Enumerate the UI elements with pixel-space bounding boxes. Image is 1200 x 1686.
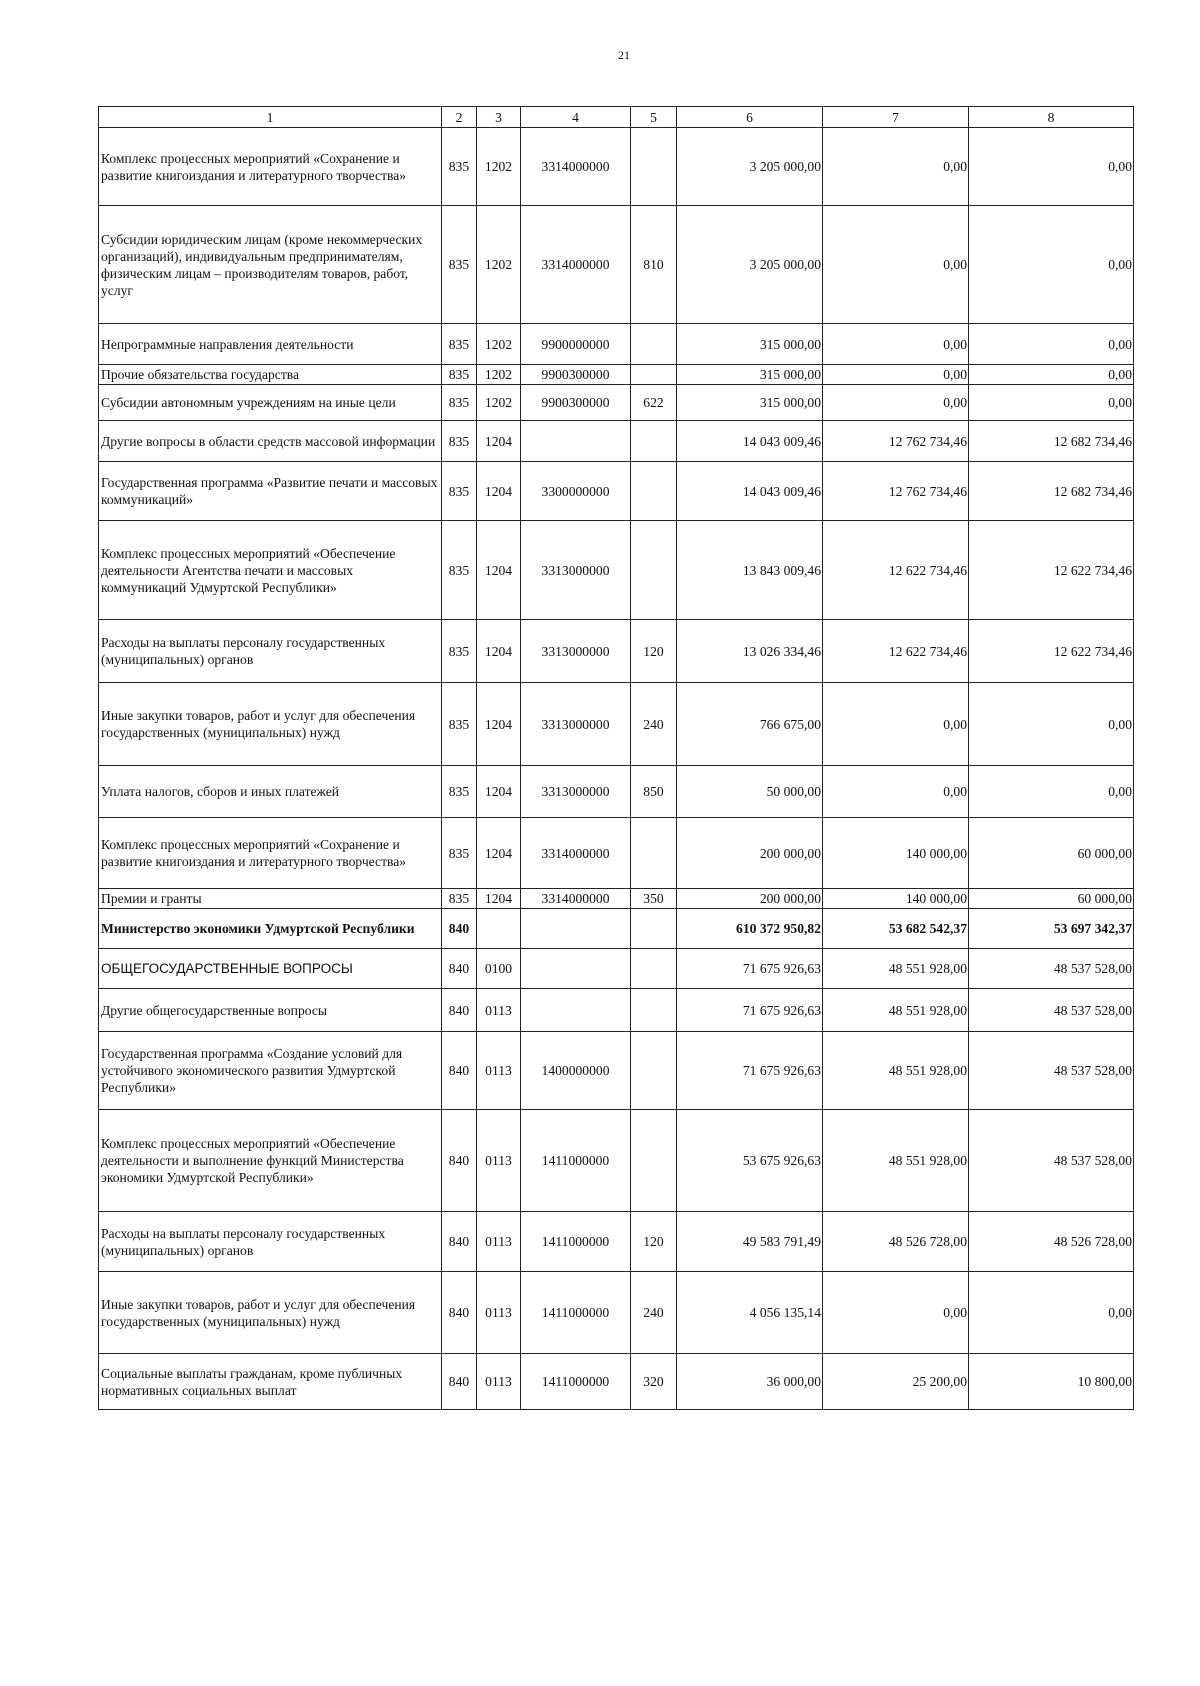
row-target-code: 3314000000 xyxy=(521,206,631,324)
row-amount-6: 49 583 791,49 xyxy=(677,1212,823,1272)
row-amount-6: 50 000,00 xyxy=(677,766,823,818)
row-expense-type xyxy=(631,521,677,620)
row-section-code: 1202 xyxy=(477,385,521,421)
page-number: 21 xyxy=(618,48,630,62)
table-row xyxy=(99,1032,1134,1110)
row-name: Расходы на выплаты персоналу государственных (муниципальных) органов xyxy=(99,620,442,683)
row-name: Комплекс процессных мероприятий «Сохранение и развитие книгоиздания и литературного творчества» xyxy=(99,128,442,206)
table-row xyxy=(99,620,1134,683)
row-target-code: 3313000000 xyxy=(521,683,631,766)
row-amount-6: 610 372 950,82 xyxy=(677,909,823,949)
row-amount-6: 14 043 009,46 xyxy=(677,462,823,521)
row-amount-8: 48 537 528,00 xyxy=(969,949,1134,989)
row-target-code: 3313000000 xyxy=(521,766,631,818)
row-amount-6: 71 675 926,63 xyxy=(677,989,823,1032)
row-target-code: 3314000000 xyxy=(521,818,631,889)
row-name: Министерство экономики Удмуртской Республики xyxy=(99,909,442,949)
table-row xyxy=(99,989,1134,1032)
row-expense-type: 320 xyxy=(631,1354,677,1410)
row-ministry-code: 835 xyxy=(442,365,477,385)
row-section-code: 0113 xyxy=(477,989,521,1032)
row-amount-7: 12 762 734,46 xyxy=(823,421,969,462)
table-row xyxy=(99,421,1134,462)
row-expense-type: 120 xyxy=(631,1212,677,1272)
table-row xyxy=(99,128,1134,206)
row-section-code: 0113 xyxy=(477,1272,521,1354)
row-section-code: 1204 xyxy=(477,889,521,909)
row-amount-7: 0,00 xyxy=(823,1272,969,1354)
row-ministry-code: 835 xyxy=(442,385,477,421)
row-name: Уплата налогов, сборов и иных платежей xyxy=(99,766,442,818)
row-section-code: 1202 xyxy=(477,324,521,365)
row-amount-8: 48 537 528,00 xyxy=(969,989,1134,1032)
row-section-code: 1204 xyxy=(477,683,521,766)
row-name: Иные закупки товаров, работ и услуг для обеспечения государственных (муниципальных) нужд xyxy=(99,683,442,766)
row-amount-8: 0,00 xyxy=(969,683,1134,766)
row-amount-7: 0,00 xyxy=(823,324,969,365)
table-row xyxy=(99,818,1134,889)
row-name: Государственная программа «Развитие печати и массовых коммуникаций» xyxy=(99,462,442,521)
row-amount-6: 315 000,00 xyxy=(677,365,823,385)
row-section-code: 1202 xyxy=(477,206,521,324)
row-ministry-code: 840 xyxy=(442,1354,477,1410)
header-col-6: 6 xyxy=(677,107,823,128)
row-expense-type: 810 xyxy=(631,206,677,324)
row-amount-6: 766 675,00 xyxy=(677,683,823,766)
row-amount-7: 140 000,00 xyxy=(823,889,969,909)
row-expense-type xyxy=(631,462,677,521)
table-row xyxy=(99,683,1134,766)
table-row xyxy=(99,206,1134,324)
row-amount-8: 0,00 xyxy=(969,385,1134,421)
row-amount-7: 0,00 xyxy=(823,365,969,385)
row-expense-type xyxy=(631,421,677,462)
table-row xyxy=(99,1110,1134,1212)
header-col-5: 5 xyxy=(631,107,677,128)
row-name: Другие общегосударственные вопросы xyxy=(99,989,442,1032)
row-expense-type xyxy=(631,128,677,206)
row-ministry-code: 835 xyxy=(442,324,477,365)
row-amount-6: 315 000,00 xyxy=(677,324,823,365)
row-name: Государственная программа «Создание условий для устойчивого экономического развития Удмуртской Республики» xyxy=(99,1032,442,1110)
row-amount-6: 14 043 009,46 xyxy=(677,421,823,462)
row-amount-7: 48 551 928,00 xyxy=(823,1032,969,1110)
row-amount-8: 60 000,00 xyxy=(969,889,1134,909)
row-name: Расходы на выплаты персоналу государственных (муниципальных) органов xyxy=(99,1212,442,1272)
row-amount-8: 12 622 734,46 xyxy=(969,521,1134,620)
row-target-code: 9900000000 xyxy=(521,324,631,365)
row-ministry-code: 840 xyxy=(442,989,477,1032)
row-target-code xyxy=(521,421,631,462)
row-expense-type xyxy=(631,1032,677,1110)
row-target-code xyxy=(521,989,631,1032)
row-target-code: 3314000000 xyxy=(521,128,631,206)
row-expense-type: 240 xyxy=(631,683,677,766)
row-section-code: 1204 xyxy=(477,620,521,683)
row-ministry-code: 840 xyxy=(442,909,477,949)
table-row xyxy=(99,949,1134,989)
row-amount-8: 0,00 xyxy=(969,324,1134,365)
table-row xyxy=(99,462,1134,521)
row-ministry-code: 840 xyxy=(442,949,477,989)
header-col-2: 2 xyxy=(442,107,477,128)
header-col-1: 1 xyxy=(99,107,442,128)
row-ministry-code: 835 xyxy=(442,620,477,683)
row-amount-8: 48 537 528,00 xyxy=(969,1032,1134,1110)
row-amount-8: 48 537 528,00 xyxy=(969,1110,1134,1212)
table-row xyxy=(99,909,1134,949)
row-amount-7: 12 622 734,46 xyxy=(823,521,969,620)
row-amount-7: 48 526 728,00 xyxy=(823,1212,969,1272)
row-target-code: 9900300000 xyxy=(521,385,631,421)
row-amount-8: 53 697 342,37 xyxy=(969,909,1134,949)
row-section-code: 1204 xyxy=(477,818,521,889)
header-col-4: 4 xyxy=(521,107,631,128)
row-target-code: 1411000000 xyxy=(521,1110,631,1212)
row-amount-8: 10 800,00 xyxy=(969,1354,1134,1410)
row-amount-6: 4 056 135,14 xyxy=(677,1272,823,1354)
row-ministry-code: 835 xyxy=(442,683,477,766)
row-amount-8: 0,00 xyxy=(969,365,1134,385)
row-expense-type xyxy=(631,365,677,385)
row-ministry-code: 840 xyxy=(442,1212,477,1272)
row-section-code: 0113 xyxy=(477,1032,521,1110)
row-amount-7: 48 551 928,00 xyxy=(823,1110,969,1212)
row-ministry-code: 835 xyxy=(442,128,477,206)
row-amount-6: 200 000,00 xyxy=(677,889,823,909)
row-target-code xyxy=(521,909,631,949)
row-expense-type xyxy=(631,1110,677,1212)
row-amount-7: 0,00 xyxy=(823,683,969,766)
row-expense-type xyxy=(631,989,677,1032)
row-target-code: 3314000000 xyxy=(521,889,631,909)
row-amount-7: 0,00 xyxy=(823,206,969,324)
row-name: Иные закупки товаров, работ и услуг для обеспечения государственных (муниципальных) нужд xyxy=(99,1272,442,1354)
row-section-code: 1202 xyxy=(477,128,521,206)
table-row xyxy=(99,1212,1134,1272)
row-amount-7: 53 682 542,37 xyxy=(823,909,969,949)
row-name: Комплекс процессных мероприятий «Обеспечение деятельности Агентства печати и массовых коммуникаций Удмуртской Республики» xyxy=(99,521,442,620)
row-amount-8: 0,00 xyxy=(969,128,1134,206)
row-section-code: 0113 xyxy=(477,1354,521,1410)
row-expense-type: 622 xyxy=(631,385,677,421)
row-ministry-code: 840 xyxy=(442,1272,477,1354)
row-amount-6: 13 026 334,46 xyxy=(677,620,823,683)
table-row xyxy=(99,889,1134,909)
row-ministry-code: 835 xyxy=(442,818,477,889)
row-amount-6: 36 000,00 xyxy=(677,1354,823,1410)
row-target-code: 9900300000 xyxy=(521,365,631,385)
row-expense-type: 350 xyxy=(631,889,677,909)
row-target-code: 1411000000 xyxy=(521,1212,631,1272)
row-name: Премии и гранты xyxy=(99,889,442,909)
row-amount-6: 13 843 009,46 xyxy=(677,521,823,620)
budget-table xyxy=(98,106,1134,1410)
row-target-code xyxy=(521,949,631,989)
row-amount-6: 3 205 000,00 xyxy=(677,206,823,324)
row-ministry-code: 835 xyxy=(442,462,477,521)
row-ministry-code: 835 xyxy=(442,766,477,818)
row-amount-8: 0,00 xyxy=(969,1272,1134,1354)
row-amount-7: 12 762 734,46 xyxy=(823,462,969,521)
row-target-code: 1400000000 xyxy=(521,1032,631,1110)
row-expense-type: 120 xyxy=(631,620,677,683)
row-section-code: 1204 xyxy=(477,462,521,521)
row-expense-type: 240 xyxy=(631,1272,677,1354)
row-amount-7: 140 000,00 xyxy=(823,818,969,889)
row-amount-8: 12 622 734,46 xyxy=(969,620,1134,683)
row-amount-7: 0,00 xyxy=(823,766,969,818)
row-ministry-code: 840 xyxy=(442,1110,477,1212)
row-amount-6: 3 205 000,00 xyxy=(677,128,823,206)
table-row xyxy=(99,766,1134,818)
table-row xyxy=(99,324,1134,365)
header-col-8: 8 xyxy=(969,107,1134,128)
row-amount-7: 48 551 928,00 xyxy=(823,949,969,989)
row-name: Непрограммные направления деятельности xyxy=(99,324,442,365)
row-amount-7: 0,00 xyxy=(823,128,969,206)
header-row xyxy=(99,107,1134,128)
row-ministry-code: 835 xyxy=(442,521,477,620)
header-col-3: 3 xyxy=(477,107,521,128)
table-row xyxy=(99,365,1134,385)
row-amount-7: 12 622 734,46 xyxy=(823,620,969,683)
row-amount-6: 71 675 926,63 xyxy=(677,949,823,989)
row-amount-6: 315 000,00 xyxy=(677,385,823,421)
table-row xyxy=(99,1272,1134,1354)
row-ministry-code: 840 xyxy=(442,1032,477,1110)
row-section-code xyxy=(477,909,521,949)
row-amount-6: 200 000,00 xyxy=(677,818,823,889)
row-name: Субсидии юридическим лицам (кроме некоммерческих организаций), индивидуальным предпринимателям, физическим лицам – производителям товаров, работ, услуг xyxy=(99,206,442,324)
row-expense-type: 850 xyxy=(631,766,677,818)
table-row xyxy=(99,1354,1134,1410)
header-col-7: 7 xyxy=(823,107,969,128)
row-target-code: 3313000000 xyxy=(521,521,631,620)
row-section-code: 1204 xyxy=(477,521,521,620)
row-amount-7: 25 200,00 xyxy=(823,1354,969,1410)
row-amount-8: 0,00 xyxy=(969,206,1134,324)
row-name: Комплекс процессных мероприятий «Обеспечение деятельности и выполнение функций Министерства экономики Удмуртской Республики» xyxy=(99,1110,442,1212)
row-target-code: 1411000000 xyxy=(521,1272,631,1354)
row-amount-8: 60 000,00 xyxy=(969,818,1134,889)
row-target-code: 3300000000 xyxy=(521,462,631,521)
row-expense-type xyxy=(631,949,677,989)
row-name: ОБЩЕГОСУДАРСТВЕННЫЕ ВОПРОСЫ xyxy=(99,949,442,989)
row-section-code: 1202 xyxy=(477,365,521,385)
row-amount-8: 12 682 734,46 xyxy=(969,421,1134,462)
row-section-code: 0113 xyxy=(477,1212,521,1272)
row-ministry-code: 835 xyxy=(442,206,477,324)
table-row xyxy=(99,521,1134,620)
row-ministry-code: 835 xyxy=(442,889,477,909)
row-section-code: 0100 xyxy=(477,949,521,989)
table-body xyxy=(99,128,1134,1410)
row-section-code: 0113 xyxy=(477,1110,521,1212)
row-expense-type xyxy=(631,324,677,365)
row-name: Субсидии автономным учреждениям на иные цели xyxy=(99,385,442,421)
row-amount-8: 0,00 xyxy=(969,766,1134,818)
row-expense-type xyxy=(631,909,677,949)
row-amount-8: 48 526 728,00 xyxy=(969,1212,1134,1272)
row-name: Другие вопросы в области средств массовой информации xyxy=(99,421,442,462)
row-amount-7: 48 551 928,00 xyxy=(823,989,969,1032)
row-name: Прочие обязательства государства xyxy=(99,365,442,385)
row-amount-6: 53 675 926,63 xyxy=(677,1110,823,1212)
row-expense-type xyxy=(631,818,677,889)
row-amount-7: 0,00 xyxy=(823,385,969,421)
row-name: Социальные выплаты гражданам, кроме публичных нормативных социальных выплат xyxy=(99,1354,442,1410)
row-amount-8: 12 682 734,46 xyxy=(969,462,1134,521)
row-target-code: 1411000000 xyxy=(521,1354,631,1410)
row-name: Комплекс процессных мероприятий «Сохранение и развитие книгоиздания и литературного творчества» xyxy=(99,818,442,889)
row-amount-6: 71 675 926,63 xyxy=(677,1032,823,1110)
table-row xyxy=(99,385,1134,421)
row-ministry-code: 835 xyxy=(442,421,477,462)
row-section-code: 1204 xyxy=(477,421,521,462)
row-target-code: 3313000000 xyxy=(521,620,631,683)
row-section-code: 1204 xyxy=(477,766,521,818)
